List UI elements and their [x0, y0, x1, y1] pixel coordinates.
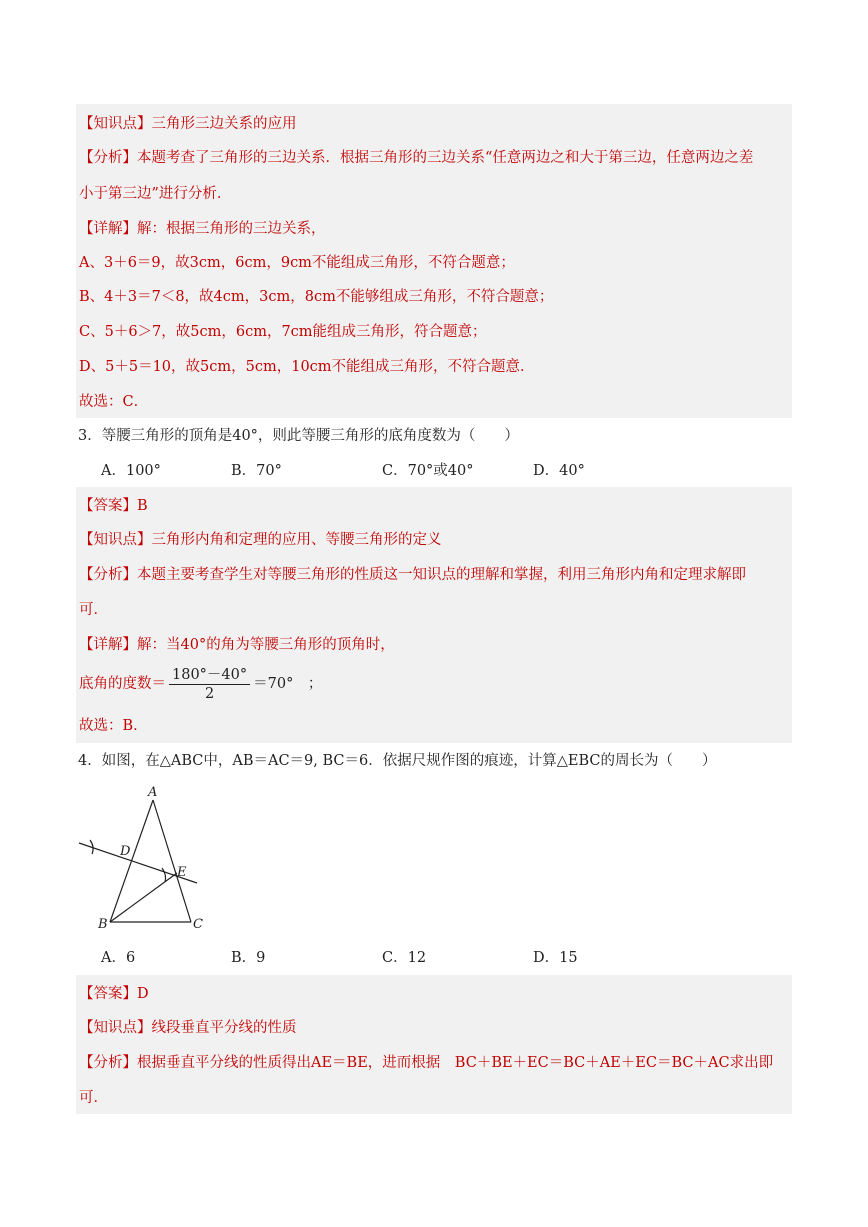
knowledge-text: 三角形内角和定理的应用、等腰三角形的定义	[151, 532, 442, 548]
segment-be	[110, 873, 177, 922]
knowledge-line-3	[79, 1018, 791, 1038]
analysis-text: 本题考查了三角形的三边关系．根据三角形的三边关系“任意两边之和大于第三边，任意两边之差	[137, 150, 754, 166]
analysis-line-3b: 可．	[79, 1090, 108, 1106]
q3-option-c: C．70°或40°	[382, 463, 474, 479]
analysis-line-3	[79, 1053, 791, 1073]
label-c: C	[193, 917, 203, 932]
label-e: E	[177, 865, 187, 880]
knowledge-line-1	[79, 114, 791, 134]
answer-line-2	[79, 496, 791, 516]
answer-tag: 【答案】	[79, 986, 137, 1002]
formula-denominator: 2	[204, 685, 215, 702]
side-ac	[153, 800, 191, 922]
analysis-text: 根据垂直平分线的性质得出AE＝BE，进而根据 BC＋BE＋EC＝BC＋AE＋EC＝BC＋AC求出即	[137, 1055, 774, 1071]
analysis-line-2b: 可．	[79, 602, 108, 618]
answer-tag: 【答案】	[79, 498, 137, 514]
item-a: A、3＋6＝9，故3cm，6cm，9cm不能组成三角形，不符合题意；	[79, 255, 515, 271]
q3-option-d: D．40°	[533, 463, 585, 479]
analysis-tag: 【分析】	[79, 567, 137, 583]
knowledge-text: 线段垂直平分线的性质	[151, 1020, 297, 1036]
q4-option-b: B．9	[231, 950, 266, 966]
label-a: A	[148, 785, 158, 800]
q4-option-a: A．6	[101, 950, 136, 966]
q3-option-b: B．70°	[231, 463, 282, 479]
detail-line-1	[79, 219, 791, 239]
label-d: D	[120, 844, 131, 859]
analysis-tag: 【分析】	[79, 150, 137, 166]
detail-text: 解：根据三角形的三边关系，	[137, 221, 326, 237]
analysis-text: 本题主要考查学生对等腰三角形的性质这一知识点的理解和掌握，利用三角形内角和定理求解即	[137, 567, 746, 583]
formula-fraction	[169, 666, 250, 703]
q4-option-d: D．15	[533, 950, 578, 966]
detail-text: 解：当40°的角为等腰三角形的顶角时，	[137, 637, 395, 653]
knowledge-tag: 【知识点】	[79, 532, 152, 548]
analysis-line-1b: 小于第三边”进行分析．	[79, 186, 232, 202]
answer-text: B	[137, 498, 148, 514]
analysis-tag: 【分析】	[79, 1055, 137, 1071]
formula-line	[79, 664, 791, 704]
formula-suffix: ＝70° ；	[253, 676, 323, 692]
conclusion-1: 故选：C．	[79, 394, 149, 410]
detail-tag: 【详解】	[79, 637, 137, 653]
detail-line-2	[79, 635, 791, 655]
label-b: B	[98, 917, 108, 932]
knowledge-tag: 【知识点】	[79, 1020, 152, 1036]
q4-option-c: C．12	[382, 950, 427, 966]
analysis-line-1	[79, 148, 791, 168]
knowledge-line-2	[79, 530, 791, 550]
triangle-figure	[76, 780, 216, 940]
question-4-stem: 4．如图，在△ABC中，AB＝AC＝9, BC＝6．依据尺规作图的痕迹，计算△EBC的周长为（ ）	[78, 753, 717, 769]
item-c: C、5＋6＞7，故5cm，6cm，7cm能组成三角形，符合题意；	[79, 324, 487, 340]
analysis-line-2	[79, 565, 791, 585]
question-3-stem: 3．等腰三角形的顶角是40°，则此等腰三角形的底角度数为（ ）	[78, 428, 519, 444]
answer-text: D	[137, 986, 149, 1002]
q3-option-a: A．100°	[101, 463, 161, 479]
conclusion-2: 故选：B．	[79, 718, 148, 734]
formula-prefix: 底角的度数＝	[79, 676, 166, 692]
knowledge-text: 三角形三边关系的应用	[151, 116, 297, 132]
item-d: D、5＋5＝10，故5cm，5cm，10cm不能组成三角形，不符合题意．	[79, 359, 535, 375]
construction-arc-right	[162, 868, 166, 882]
answer-line-3	[79, 984, 791, 1004]
item-b: B、4＋3＝7＜8，故4cm，3cm，8cm不能够组成三角形，不符合题意；	[79, 289, 554, 305]
knowledge-tag: 【知识点】	[79, 116, 152, 132]
formula-numerator: 180°－40°	[169, 666, 250, 685]
detail-tag: 【详解】	[79, 221, 137, 237]
